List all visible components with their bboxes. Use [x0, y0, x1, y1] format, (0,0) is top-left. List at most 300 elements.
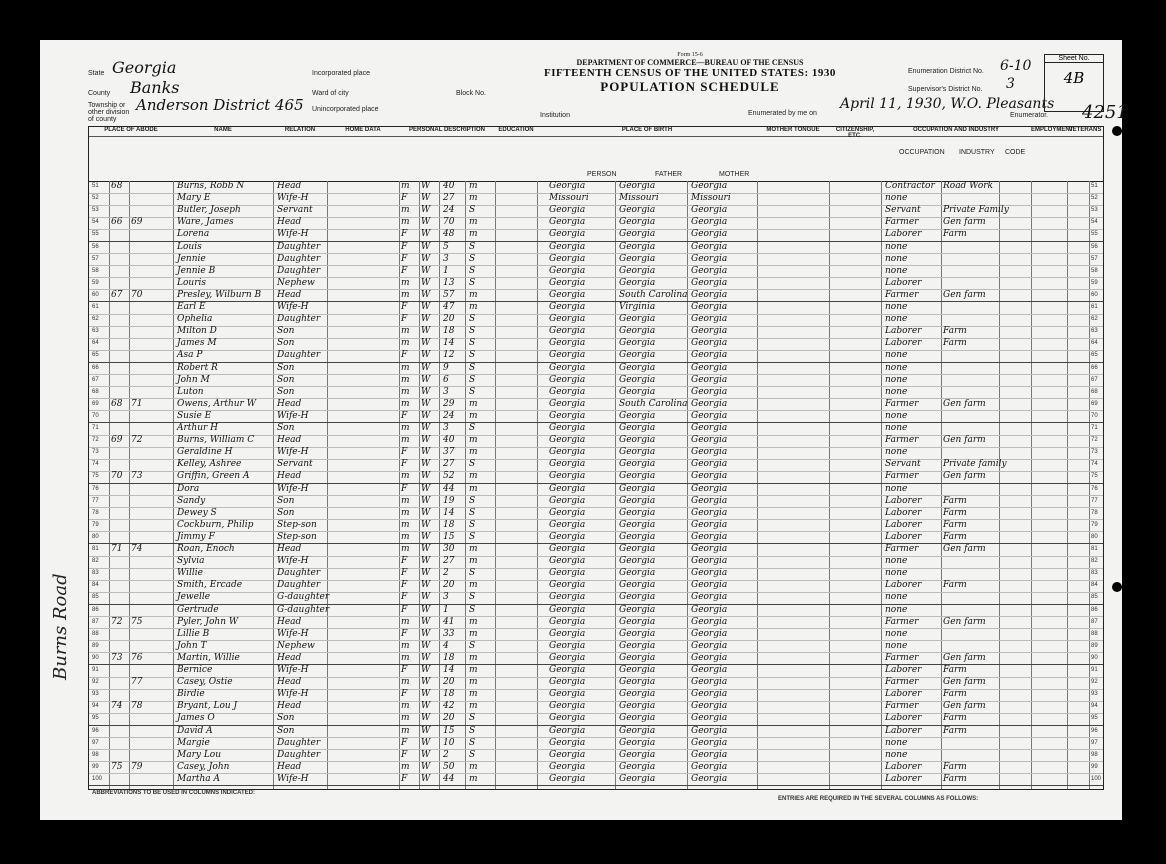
- sex: F: [401, 447, 408, 458]
- dwelling-number: [111, 568, 129, 580]
- marital-status: m: [469, 410, 478, 421]
- birthplace-mother: Georgia: [691, 217, 728, 228]
- line-number-right: 86: [1091, 606, 1098, 613]
- institution-label: Institution: [540, 112, 570, 119]
- industry: Farm: [943, 326, 967, 337]
- race: W: [421, 677, 431, 688]
- occupation: Laborer: [885, 689, 922, 700]
- occupation: Laborer: [885, 531, 922, 542]
- table-row: [89, 689, 1103, 702]
- family-number: [131, 532, 171, 544]
- birthplace-father: Georgia: [619, 737, 656, 748]
- sex: m: [401, 374, 410, 385]
- dwelling-number: 74: [111, 701, 123, 712]
- person-name: Willie: [177, 568, 203, 579]
- age: 15: [443, 531, 455, 542]
- industry: Farm: [943, 229, 967, 240]
- state-value: Georgia: [112, 58, 177, 77]
- dwelling-number: [111, 242, 129, 254]
- line-number-right: 100: [1091, 775, 1102, 782]
- birthplace-mother: Georgia: [691, 665, 728, 675]
- line-number-right: 59: [1091, 279, 1098, 286]
- dwelling-number: [111, 459, 129, 471]
- census-grid: [88, 126, 1104, 790]
- family-number: [131, 242, 171, 254]
- dwelling-number: [111, 302, 129, 314]
- birthplace-person: Georgia: [549, 773, 586, 784]
- table-row: [89, 363, 1103, 376]
- birthplace-mother: Georgia: [691, 362, 728, 373]
- birthplace-person: Georgia: [549, 326, 586, 337]
- occupation: none: [885, 628, 908, 639]
- age: 13: [443, 277, 455, 288]
- line-number-right: 73: [1091, 449, 1098, 456]
- sex: m: [401, 652, 410, 663]
- line-number-right: 99: [1091, 763, 1098, 770]
- birthplace-father: Georgia: [619, 507, 656, 518]
- line-number: 71: [92, 425, 99, 431]
- dwelling-number: [111, 677, 129, 689]
- birthplace-mother: Georgia: [691, 531, 728, 542]
- age: 50: [443, 761, 455, 772]
- dwelling-number: [111, 665, 129, 677]
- birthplace-mother: Georgia: [691, 761, 728, 772]
- line-number: 64: [92, 340, 99, 347]
- birthplace-mother: Georgia: [691, 652, 728, 663]
- sex: F: [401, 459, 408, 470]
- birthplace-person: Georgia: [549, 531, 586, 542]
- industry: Farm: [943, 689, 967, 700]
- birthplace-person: Georgia: [549, 459, 586, 470]
- birthplace-person: Georgia: [549, 302, 586, 312]
- birthplace-person: Georgia: [549, 749, 586, 760]
- family-number: 74: [131, 544, 143, 554]
- relation: Son: [277, 374, 295, 385]
- occupation: Servant: [885, 205, 921, 216]
- line-number-right: 83: [1091, 570, 1098, 577]
- relation: Daughter: [277, 253, 321, 264]
- age: 20: [443, 713, 455, 724]
- age: 30: [443, 544, 455, 554]
- birthplace-father: Georgia: [619, 265, 656, 276]
- birthplace-father: Georgia: [619, 568, 656, 579]
- relation: Head: [277, 701, 302, 712]
- table-row: [89, 665, 1103, 678]
- birthplace-mother: Georgia: [691, 701, 728, 712]
- person-name: Milton D: [177, 326, 217, 337]
- age: 2: [443, 568, 449, 579]
- table-row: [89, 435, 1103, 448]
- sex: F: [401, 604, 408, 615]
- dwelling-number: [111, 411, 129, 423]
- person-name: John T: [177, 640, 207, 651]
- marital-status: m: [469, 181, 478, 191]
- race: W: [421, 580, 431, 591]
- marital-status: m: [469, 701, 478, 712]
- occupation: Farmer: [885, 435, 919, 446]
- table-row: [89, 387, 1103, 400]
- sex: F: [401, 265, 408, 276]
- line-number-right: 77: [1091, 497, 1098, 504]
- birthplace-father: Georgia: [619, 689, 656, 700]
- table-row: [89, 423, 1103, 436]
- column-headers: [89, 127, 1103, 182]
- line-number: 81: [92, 546, 99, 552]
- line-number-right: 57: [1091, 255, 1098, 262]
- industry: [943, 193, 999, 205]
- birthplace-mother: Georgia: [691, 544, 728, 554]
- marital-status: m: [469, 229, 478, 240]
- age: 40: [443, 435, 455, 446]
- person-name: Arthur H: [177, 423, 219, 433]
- line-number: 73: [92, 449, 99, 456]
- marital-status: S: [469, 459, 476, 470]
- person-name: Owens, Arthur W: [177, 398, 256, 409]
- relation: Wife-H: [277, 556, 309, 567]
- sex: F: [401, 689, 408, 700]
- family-number: [131, 326, 171, 338]
- age: 3: [443, 592, 449, 603]
- occupation: Laborer: [885, 326, 922, 337]
- birthplace-person: Georgia: [549, 483, 586, 494]
- department-name: DEPARTMENT OF COMMERCE—BUREAU OF THE CENSUS: [576, 58, 804, 67]
- sex: F: [401, 410, 408, 421]
- table-row: [89, 629, 1103, 642]
- group-personal-description: PERSONAL DESCRIPTION: [399, 127, 495, 137]
- table-row: [89, 459, 1103, 472]
- sex: m: [401, 423, 410, 433]
- industry: Farm: [943, 495, 967, 506]
- sex: m: [401, 701, 410, 712]
- race: W: [421, 447, 431, 458]
- sex: F: [401, 350, 408, 361]
- person-name: Pyler, John W: [177, 616, 239, 627]
- sex: m: [401, 181, 410, 191]
- marital-status: S: [469, 205, 476, 216]
- birthplace-mother: Georgia: [691, 410, 728, 421]
- relation: Head: [277, 677, 302, 688]
- relation: Wife-H: [277, 628, 309, 639]
- race: W: [421, 713, 431, 724]
- relation: Step-son: [277, 519, 317, 530]
- marital-status: S: [469, 713, 476, 724]
- occupation: Laborer: [885, 507, 922, 518]
- dwelling-number: [111, 447, 129, 459]
- line-number: 82: [92, 558, 99, 565]
- sex: m: [401, 338, 410, 349]
- occupation: Farmer: [885, 616, 919, 627]
- sex: m: [401, 398, 410, 409]
- birthplace-mother: Georgia: [691, 604, 728, 615]
- industry: Farm: [943, 761, 967, 772]
- race: W: [421, 398, 431, 409]
- birthplace-person: Georgia: [549, 507, 586, 518]
- birthplace-mother: Georgia: [691, 628, 728, 639]
- line-number: 57: [92, 255, 99, 262]
- marital-status: m: [469, 556, 478, 567]
- birthplace-father: Georgia: [619, 326, 656, 337]
- sheet-value: 4B: [1063, 69, 1085, 87]
- birthplace-father: Georgia: [619, 241, 656, 252]
- occupation: none: [885, 410, 908, 421]
- relation: Nephew: [277, 640, 315, 651]
- person-name: Ophelia: [177, 314, 213, 325]
- birthplace-person: Georgia: [549, 241, 586, 252]
- ward-label: Ward of city: [312, 90, 349, 97]
- line-number: 61: [92, 304, 99, 310]
- age: 6: [443, 374, 449, 385]
- line-number-right: 62: [1091, 316, 1098, 323]
- marital-status: S: [469, 350, 476, 361]
- table-row: [89, 350, 1103, 363]
- industry: [943, 278, 999, 290]
- dwelling-number: [111, 363, 129, 375]
- industry: Gen farm: [943, 652, 986, 663]
- family-number: [131, 580, 171, 592]
- family-number: [131, 496, 171, 508]
- age: 70: [443, 217, 455, 228]
- table-row: [89, 641, 1103, 654]
- race: W: [421, 737, 431, 748]
- occupation: none: [885, 362, 908, 373]
- age: 9: [443, 362, 449, 373]
- birthplace-person: Georgia: [549, 556, 586, 567]
- sex: F: [401, 665, 408, 675]
- birthplace-father: Georgia: [619, 665, 656, 675]
- line-number: 80: [92, 533, 99, 540]
- dwelling-number: [111, 556, 129, 568]
- person-name: Geraldine H: [177, 447, 233, 458]
- dwelling-number: [111, 726, 129, 738]
- family-number: [131, 556, 171, 568]
- marital-status: m: [469, 435, 478, 446]
- industry: Private Family: [943, 205, 1009, 216]
- race: W: [421, 193, 431, 204]
- birthplace-person: Georgia: [549, 447, 586, 458]
- marital-status: S: [469, 241, 476, 252]
- industry: [943, 605, 999, 617]
- birthplace-person: Georgia: [549, 580, 586, 591]
- stamp-number: 4251: [1082, 102, 1128, 123]
- occupation: Laborer: [885, 773, 922, 784]
- township-value: Anderson District 465: [136, 96, 304, 114]
- line-number: 77: [92, 497, 99, 504]
- age: 24: [443, 410, 455, 421]
- age: 48: [443, 229, 455, 240]
- table-row: [89, 205, 1103, 218]
- line-number-right: 81: [1091, 546, 1098, 552]
- person-name: Dora: [177, 483, 200, 494]
- dwelling-number: [111, 629, 129, 641]
- state-label: State: [88, 70, 105, 77]
- line-number-right: 54: [1091, 219, 1098, 226]
- age: 14: [443, 507, 455, 518]
- dwelling-number: [111, 338, 129, 350]
- sheet-label: Sheet No.: [1045, 55, 1103, 63]
- group-place-of-abode: PLACE OF ABODE: [89, 127, 173, 137]
- race: W: [421, 701, 431, 712]
- occupation: none: [885, 423, 908, 433]
- line-number: 60: [92, 291, 99, 298]
- person-name: Martha A: [177, 773, 221, 784]
- abbreviations-title: ABBREVIATIONS TO BE USED IN COLUMNS INDICATED:: [92, 790, 256, 796]
- race: W: [421, 628, 431, 639]
- line-number: 68: [92, 388, 99, 395]
- birthplace-person: Georgia: [549, 737, 586, 748]
- incorporated-label: Incorporated place: [312, 70, 370, 77]
- age: 20: [443, 580, 455, 591]
- sex: F: [401, 580, 408, 591]
- line-number: 56: [92, 243, 99, 250]
- age: 27: [443, 459, 455, 470]
- age: 18: [443, 519, 455, 530]
- sex: F: [401, 253, 408, 264]
- person-name: Burns, Robb N: [177, 181, 245, 191]
- line-number: 52: [92, 195, 99, 202]
- relation: Son: [277, 713, 295, 724]
- sex: F: [401, 229, 408, 240]
- table-row: [89, 217, 1103, 230]
- occupation: none: [885, 386, 908, 397]
- age: 27: [443, 556, 455, 567]
- age: 24: [443, 205, 455, 216]
- line-number: 99: [92, 763, 99, 770]
- line-number: 76: [92, 485, 99, 492]
- birthplace-person: Georgia: [549, 592, 586, 603]
- dwelling-number: [111, 387, 129, 399]
- age: 20: [443, 314, 455, 325]
- age: 4: [443, 640, 449, 651]
- race: W: [421, 495, 431, 506]
- birthplace-mother: Georgia: [691, 713, 728, 724]
- birthplace-father: Georgia: [619, 338, 656, 349]
- birthplace-father: Georgia: [619, 713, 656, 724]
- table-row: [89, 556, 1103, 569]
- occupation: none: [885, 483, 908, 494]
- industry: [943, 750, 999, 762]
- sex: m: [401, 217, 410, 228]
- enum-district-label: Enumeration District No.: [908, 68, 984, 75]
- race: W: [421, 386, 431, 397]
- marital-status: S: [469, 531, 476, 542]
- marital-status: m: [469, 652, 478, 663]
- sex: m: [401, 507, 410, 518]
- birthplace-person: Georgia: [549, 374, 586, 385]
- line-number-right: 74: [1091, 461, 1098, 468]
- industry: Farm: [943, 773, 967, 784]
- industry: Road Work: [943, 181, 993, 191]
- marital-status: m: [469, 193, 478, 204]
- race: W: [421, 665, 431, 675]
- birthplace-father: Georgia: [619, 616, 656, 627]
- relation: Servant: [277, 459, 313, 470]
- race: W: [421, 761, 431, 772]
- sex: F: [401, 314, 408, 325]
- table-row: [89, 508, 1103, 521]
- birthplace-father: Georgia: [619, 483, 656, 494]
- birthplace-father: South Carolina: [619, 398, 688, 409]
- line-number: 51: [92, 183, 99, 189]
- marital-status: S: [469, 265, 476, 276]
- marital-status: S: [469, 495, 476, 506]
- occupation: none: [885, 265, 908, 276]
- table-row: [89, 568, 1103, 581]
- birthplace-mother: Missouri: [691, 193, 731, 204]
- person-name: Jewelle: [177, 592, 211, 603]
- family-number: [131, 363, 171, 375]
- table-row: [89, 399, 1103, 412]
- sex: m: [401, 471, 410, 482]
- census-sheet: [40, 40, 1128, 820]
- birthplace-mother: Georgia: [691, 350, 728, 361]
- birthplace-father: Georgia: [619, 519, 656, 530]
- dwelling-number: 68: [111, 398, 123, 409]
- relation: Daughter: [277, 568, 321, 579]
- birthplace-person: Georgia: [549, 713, 586, 724]
- census-title: FIFTEENTH CENSUS OF THE UNITED STATES: 1930: [544, 67, 836, 79]
- birthplace-mother: Georgia: [691, 483, 728, 494]
- family-number: 69: [131, 217, 143, 228]
- dwelling-number: [111, 314, 129, 326]
- birthplace-person: Georgia: [549, 665, 586, 675]
- birthplace-mother: Georgia: [691, 519, 728, 530]
- relation: Son: [277, 725, 295, 736]
- industry: [943, 350, 999, 362]
- family-number: [131, 205, 171, 217]
- person-name: Mary E: [177, 193, 211, 204]
- family-number: 76: [131, 652, 143, 663]
- birthplace-father: Georgia: [619, 459, 656, 470]
- age: 1: [443, 265, 449, 276]
- birthplace-mother: Georgia: [691, 302, 728, 312]
- group-home-data: HOME DATA: [327, 127, 399, 137]
- marital-status: m: [469, 471, 478, 482]
- dwelling-number: [111, 496, 129, 508]
- person-name: Burns, William C: [177, 435, 255, 446]
- line-number: 85: [92, 594, 99, 601]
- race: W: [421, 410, 431, 421]
- industry: Farm: [943, 338, 967, 349]
- group-name: NAME: [173, 127, 273, 137]
- line-number-right: 63: [1091, 328, 1098, 335]
- marital-status: m: [469, 398, 478, 409]
- family-number: [131, 641, 171, 653]
- occupation: none: [885, 749, 908, 760]
- table-row: [89, 326, 1103, 339]
- dwelling-number: [111, 508, 129, 520]
- age: 12: [443, 350, 455, 361]
- industry: Farm: [943, 580, 967, 591]
- age: 19: [443, 495, 455, 506]
- birthplace-person: Georgia: [549, 338, 586, 349]
- sex: F: [401, 737, 408, 748]
- person-name: Sylvia: [177, 556, 205, 567]
- family-number: [131, 605, 171, 617]
- line-number: 89: [92, 642, 99, 649]
- occupation-head: OCCUPATION: [899, 149, 945, 156]
- line-number: 62: [92, 316, 99, 323]
- birthplace-person: Georgia: [549, 386, 586, 397]
- dwelling-number: 72: [111, 616, 123, 627]
- table-row: [89, 254, 1103, 267]
- person-name: Louis: [177, 241, 202, 252]
- birthplace-mother: Georgia: [691, 326, 728, 337]
- person-name: Jennie B: [177, 265, 216, 276]
- age: 52: [443, 471, 455, 482]
- line-number: 96: [92, 727, 99, 734]
- marital-status: S: [469, 326, 476, 337]
- line-number-right: 70: [1091, 412, 1098, 419]
